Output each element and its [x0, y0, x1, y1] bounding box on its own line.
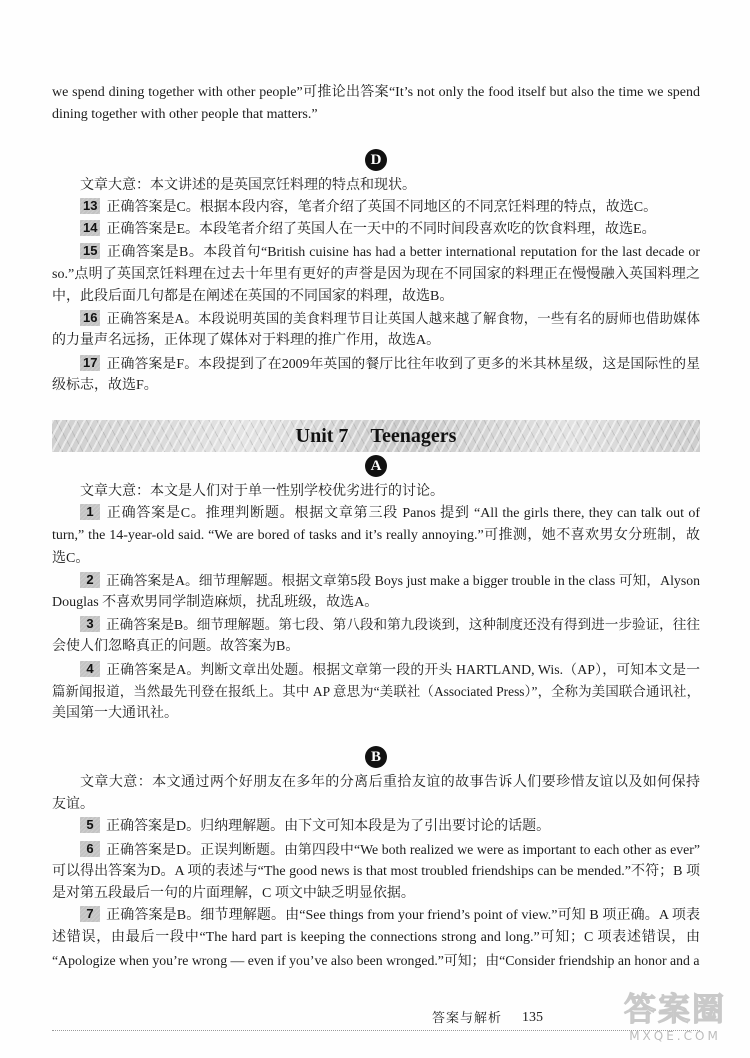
- text-line: [52, 353, 700, 375]
- answer-item: [52, 197, 700, 219]
- watermark-logo: 答案圈: [623, 990, 726, 1028]
- section-badge: B: [365, 746, 387, 768]
- watermark-site: MXQE.COM: [629, 1029, 721, 1043]
- text-line: [52, 570, 700, 592]
- question-number: 4: [80, 661, 100, 677]
- line-text: 正确答案是A。判断文章出处题。根据文章第一段的开头 HARTLAND, Wis.（AP），可知本文是一: [106, 661, 700, 677]
- summary-paragraph: [52, 772, 700, 816]
- question-number: 3: [80, 616, 100, 632]
- line-text: so.”点明了英国烹饪料理在过去十年里有更好的声誉是因为现在不同国家的料理正在慢慢融入英国料理之: [52, 266, 700, 282]
- line-text: 篇新闻报道，当然最先刊登在报纸上。其中 AP 意思为“美联社（Associated Press）”，全称为美国联合通讯社，: [52, 683, 700, 699]
- text-line: [52, 839, 700, 861]
- text-line: [52, 525, 700, 547]
- line-text: we spend dining together with other people”可推论出答案“It’s not only the food itself but also the time we spend: [52, 85, 700, 100]
- answer-item: [52, 353, 700, 397]
- line-text: 正确答案是C。推理判断题。根据文章第三段 Panos 提到 “All the girls there, they can talk out of: [106, 506, 700, 522]
- section-a: [52, 455, 700, 725]
- answer-item: [52, 905, 700, 972]
- line-text: 中，此段后面几句都是在阐述在英国的不同国家的料理，故选B。: [52, 288, 454, 304]
- text-line: [52, 481, 700, 503]
- unit-banner: [52, 420, 700, 452]
- line-text: Douglas 不喜欢男同学制造麻烦，扰乱班级，故选A。: [52, 594, 379, 610]
- question-number: 13: [80, 198, 100, 214]
- line-text: 正确答案是B。本段首句“British cuisine has had a better international reputation for the last decade or: [106, 244, 700, 260]
- text-line: [52, 950, 700, 972]
- footer-label: 答案与解析: [432, 1010, 503, 1025]
- text-line: [52, 330, 700, 352]
- question-number: 15: [80, 243, 100, 259]
- answer-item: [52, 503, 700, 570]
- section-badge: D: [365, 149, 387, 171]
- page-number: 135: [522, 1010, 543, 1025]
- text-line: [52, 592, 700, 614]
- line-text: 文章大意：本文讲述的是英国烹饪料理的特点和现状。: [80, 178, 416, 193]
- question-number: 5: [80, 817, 100, 833]
- footer-rule: [52, 1030, 700, 1031]
- intro-paragraph: [52, 82, 700, 126]
- question-number: 16: [80, 310, 100, 326]
- line-text: 会使人们忽略真正的问题。故答案为B。: [52, 639, 300, 655]
- question-number: 7: [80, 906, 100, 922]
- text-line: [52, 242, 700, 264]
- section-badge: A: [365, 455, 387, 477]
- answer-item: [52, 816, 700, 838]
- line-text: 的力量声名远扬，正体现了媒体对于料理的推广作用，故选A。: [52, 333, 441, 349]
- section-b: [52, 746, 700, 972]
- line-text: 可以得出答案为D。A 项的表述与“The good news is that most troubled friendships can be mended.”不符；B 项: [52, 863, 700, 879]
- line-text: 正确答案是D。正误判断题。由第四段中“We both realized we were as important to each other as ever”: [106, 841, 700, 857]
- answer-item: [52, 659, 700, 726]
- answer-item: [52, 242, 700, 309]
- text-line: [52, 636, 700, 658]
- text-line: [52, 375, 700, 397]
- question-number: 14: [80, 220, 100, 236]
- line-text: 文章大意：本文通过两个好朋友在多年的分离后重拾友谊的故事告诉人们要珍惜友谊以及如何保持: [80, 775, 700, 790]
- text-line: [52, 703, 700, 725]
- text-line: [52, 82, 700, 104]
- text-line: [52, 286, 700, 308]
- line-text: 正确答案是D。归纳理解题。由下文可知本段是为了引出要讨论的话题。: [106, 819, 551, 835]
- text-line: [52, 905, 700, 927]
- line-text: dining together with other people that matters.”: [52, 107, 318, 123]
- text-line: [52, 503, 700, 525]
- text-line: [52, 219, 700, 241]
- line-text: 正确答案是C。根据本段内容，笔者介绍了英国不同地区的不同烹饪料理的特点，故选C。: [106, 200, 658, 216]
- line-text: 正确答案是F。本段提到了在2009年英国的餐厅比往年收到了更多的米其林星级，这是国际性的星: [106, 355, 700, 371]
- text-line: [52, 614, 700, 636]
- answer-item: [52, 839, 700, 906]
- answer-item: [52, 219, 700, 241]
- text-line: [52, 794, 700, 816]
- line-text: 述错误，由最后一段中“The hard part is keeping the connections strong and long.”可知；C 项表述错误，由: [52, 930, 700, 946]
- text-line: [52, 927, 700, 949]
- text-line: [52, 659, 700, 681]
- line-text: 文章大意：本文是人们对于单一性别学校优劣进行的讨论。: [80, 484, 444, 499]
- line-text: 正确答案是A。细节理解题。根据文章第5段 Boys just make a bigger trouble in the class 可知，Alyson: [106, 572, 700, 588]
- text-line: [52, 681, 700, 703]
- line-text: 正确答案是E。本段笔者介绍了英国人在一天中的不同时间段喜欢吃的饮食料理，故选E。: [106, 222, 656, 238]
- line-text: 正确答案是B。细节理解题。第七段、第八段和第九段谈到，这种制度还没有得到进一步验证，往往: [106, 617, 700, 633]
- line-text: 选C。: [52, 550, 90, 566]
- text-line: [52, 175, 700, 197]
- text-line: [52, 104, 700, 126]
- watermark: [606, 990, 744, 1044]
- summary-paragraph: [52, 481, 700, 503]
- text-line: [52, 816, 700, 838]
- text-line: [52, 197, 700, 219]
- text-line: [52, 264, 700, 286]
- line-text: 是对第五段最后一句的片面理解，C 项文中缺乏明显依据。: [52, 885, 415, 901]
- question-number: 17: [80, 355, 100, 371]
- text-line: [52, 861, 700, 883]
- text-line: [52, 772, 700, 794]
- section-d: [52, 149, 700, 397]
- answer-item: [52, 614, 700, 658]
- summary-paragraph: [52, 175, 700, 197]
- question-number: 1: [80, 504, 100, 520]
- unit-title: Teenagers: [370, 424, 457, 447]
- line-text: 正确答案是A。本段说明英国的美食料理节目让英国人越来越了解食物，一些有名的厨师也借助媒体: [106, 311, 700, 327]
- continued-text: [52, 82, 700, 126]
- answer-item: [52, 570, 700, 614]
- line-text: 级标志，故选F。: [52, 377, 158, 393]
- line-text: 美国第一大通讯社。: [52, 705, 178, 721]
- line-text: “Apologize when you’re wrong — even if you’ve also been wronged.”可知；由“Consider friendship an honor and a: [52, 952, 700, 968]
- text-line: [52, 548, 700, 570]
- answer-item: [52, 308, 700, 352]
- line-text: turn,” the 14-year-old said. “We are bored of tasks and it’s really annoying.”可推测，她不喜欢男女分班制，故: [52, 528, 700, 544]
- text-line: [52, 883, 700, 905]
- line-text: 正确答案是B。细节理解题。由“See things from your friend’s point of view.”可知 B 项正确。A 项表: [106, 908, 700, 924]
- question-number: 2: [80, 572, 100, 588]
- line-text: 友谊。: [52, 797, 94, 813]
- text-line: [52, 308, 700, 330]
- unit-label: Unit 7: [295, 424, 349, 447]
- question-number: 6: [80, 841, 100, 857]
